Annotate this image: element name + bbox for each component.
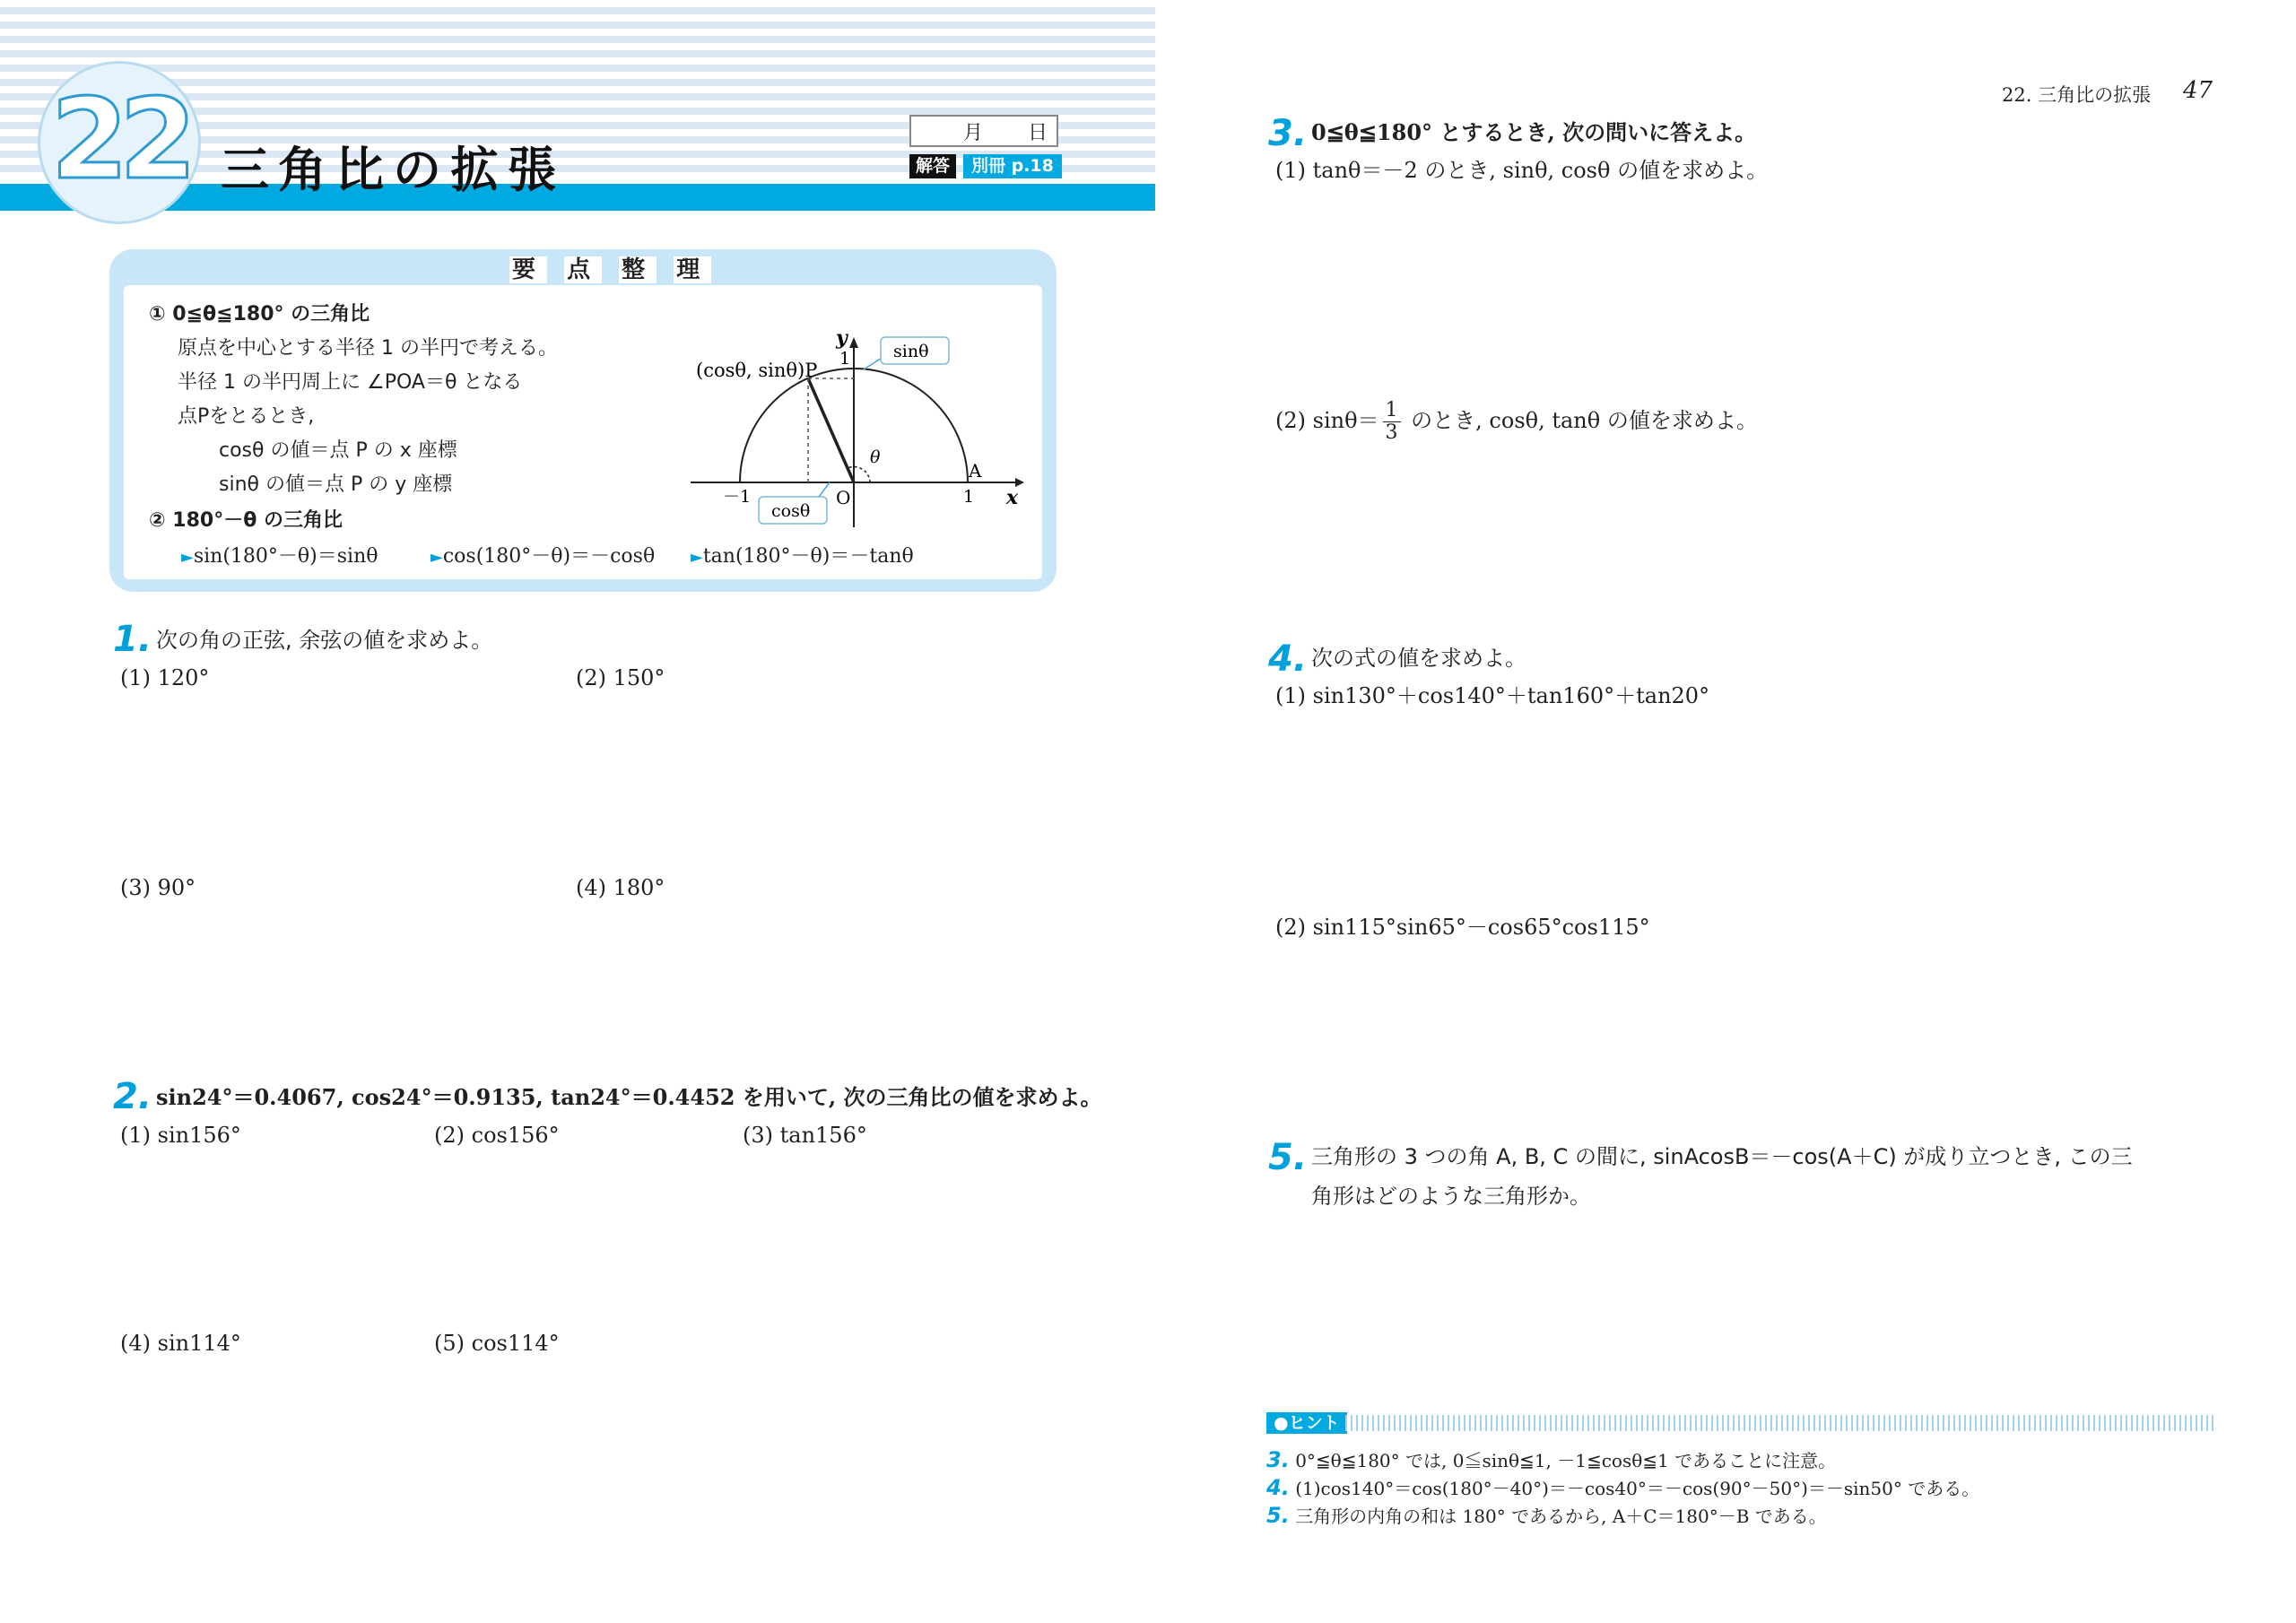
origin-label: O: [836, 487, 851, 508]
subproblem: (2) sinθ＝ $\frac{1}{3}$ のとき, cosθ, tanθ の値を求めよ。: [1275, 399, 1758, 444]
page-number: 47: [2183, 77, 2213, 104]
sin-callout-text: sinθ: [893, 342, 929, 361]
summary-title-char: 要: [509, 256, 547, 283]
unit-semicircle-diagram: [682, 314, 1040, 538]
tick-minus-1: －1: [723, 487, 752, 507]
lightbulb-icon: ●: [1274, 1413, 1289, 1433]
x-axis-label: x: [1006, 486, 1019, 509]
chapter-number: 22: [50, 75, 188, 204]
problem-text: 次の式の値を求めよ。: [1311, 646, 1526, 671]
y-axis-label: y: [836, 326, 848, 350]
hint-item: 4. (1)cos140°＝cos(180°－40°)＝－cos40°＝－cos(90°－50°)＝－sin50° である。: [1266, 1475, 1980, 1500]
date-day: 日: [1028, 122, 1048, 144]
subproblem: (3) tan156°: [743, 1123, 867, 1148]
hint-rule: [1345, 1415, 2213, 1431]
fraction: $\frac{1}{3}$: [1383, 400, 1401, 444]
hint-item: 5. 三角形の内角の和は 180° であるから, A＋C＝180°－B である。: [1266, 1503, 1827, 1528]
summary-title-char: 点: [564, 256, 602, 283]
point-p-label: (cosθ, sinθ)P: [696, 360, 818, 381]
formula-cos: ►cos(180°－θ)＝－cosθ: [430, 545, 656, 568]
answer-reference: 別冊 p.18: [963, 154, 1062, 178]
problem-number: 1.: [113, 619, 152, 660]
subproblem: (4) sin114°: [120, 1331, 241, 1356]
y-axis-arrow-icon: [849, 337, 858, 348]
summary-item1-heading: ① 0≦θ≦180° の三角比: [149, 303, 370, 325]
summary-line: cosθ の値＝点 P の x 座標: [219, 439, 457, 462]
problem-number: 2.: [113, 1076, 152, 1117]
problem-text: 0≦θ≦180° とするとき, 次の問いに答えよ。: [1311, 119, 1757, 145]
hint-tag: ●ヒント: [1266, 1412, 1347, 1434]
formula-sin: ►sin(180°－θ)＝sinθ: [181, 545, 378, 568]
triangle-bullet-icon: ►: [181, 548, 194, 567]
subproblem: (1) sin130°＋cos140°＋tan160°＋tan20°: [1275, 683, 1710, 708]
subproblem: (1) tanθ＝－2 のとき, sinθ, cosθ の値を求めよ。: [1275, 158, 1769, 183]
subproblem: (2) 150°: [576, 665, 665, 690]
tick-1-x: 1: [963, 487, 975, 507]
problem-text: sin24°＝0.4067, cos24°＝0.9135, tan24°＝0.4452 を用いて, 次の三角比の値を求めよ。: [156, 1084, 1102, 1110]
summary-title-char: 整: [619, 256, 657, 283]
triangle-bullet-icon: ►: [430, 548, 443, 567]
summary-line: 点Pをとるとき,: [178, 405, 315, 428]
problem-number: 5.: [1268, 1137, 1308, 1178]
summary-title: [509, 251, 711, 284]
subproblem: (3) 90°: [120, 875, 196, 900]
problem-number: 3.: [1268, 113, 1308, 154]
problem-text-line: 三角形の 3 つの角 A, B, C の間に, sinAcosB＝－cos(A＋C) が成り立つとき, この三: [1311, 1144, 2133, 1169]
hint-item: 3. 0°≦θ≦180° では, 0≦sinθ≦1, －1≦cosθ≦1 であることに注意。: [1266, 1447, 1837, 1472]
theta-label: θ: [870, 447, 881, 467]
subproblem: (5) cos114°: [434, 1331, 560, 1356]
problem-text-line: 角形はどのような三角形か。: [1311, 1184, 1591, 1209]
subproblem: (1) 120°: [120, 665, 210, 690]
date-month: 月: [963, 122, 984, 144]
tick-1-y: 1: [839, 349, 851, 369]
subproblem: (4) 180°: [576, 875, 665, 900]
radius-op: [808, 378, 854, 482]
subproblem: (2) sin115°sin65°－cos65°cos115°: [1275, 915, 1650, 940]
triangle-bullet-icon: ►: [691, 548, 703, 567]
summary-line: 半径 1 の半円周上に ∠POA＝θ となる: [178, 371, 523, 394]
summary-line: sinθ の値＝点 P の y 座標: [219, 473, 453, 496]
formula-tan: ►tan(180°－θ)＝－tanθ: [691, 545, 914, 568]
problem-text: 次の角の正弦, 余弦の値を求めよ。: [156, 628, 493, 653]
answer-tag: 解答: [909, 154, 956, 178]
summary-line: 原点を中心とする半径 1 の半円で考える。: [178, 337, 558, 360]
summary-item2-heading: ② 180°－θ の三角比: [149, 509, 343, 532]
cos-callout-text: cosθ: [771, 501, 811, 521]
subproblem: (1) sin156°: [120, 1123, 241, 1148]
chapter-title: 三角比の拡張: [221, 142, 565, 198]
problem-number: 4.: [1268, 638, 1308, 680]
point-a-label: A: [969, 460, 982, 482]
subproblem: (2) cos156°: [434, 1123, 560, 1148]
running-head: 22. 三角比の拡張: [2002, 84, 2152, 106]
summary-title-char: 理: [674, 256, 711, 283]
